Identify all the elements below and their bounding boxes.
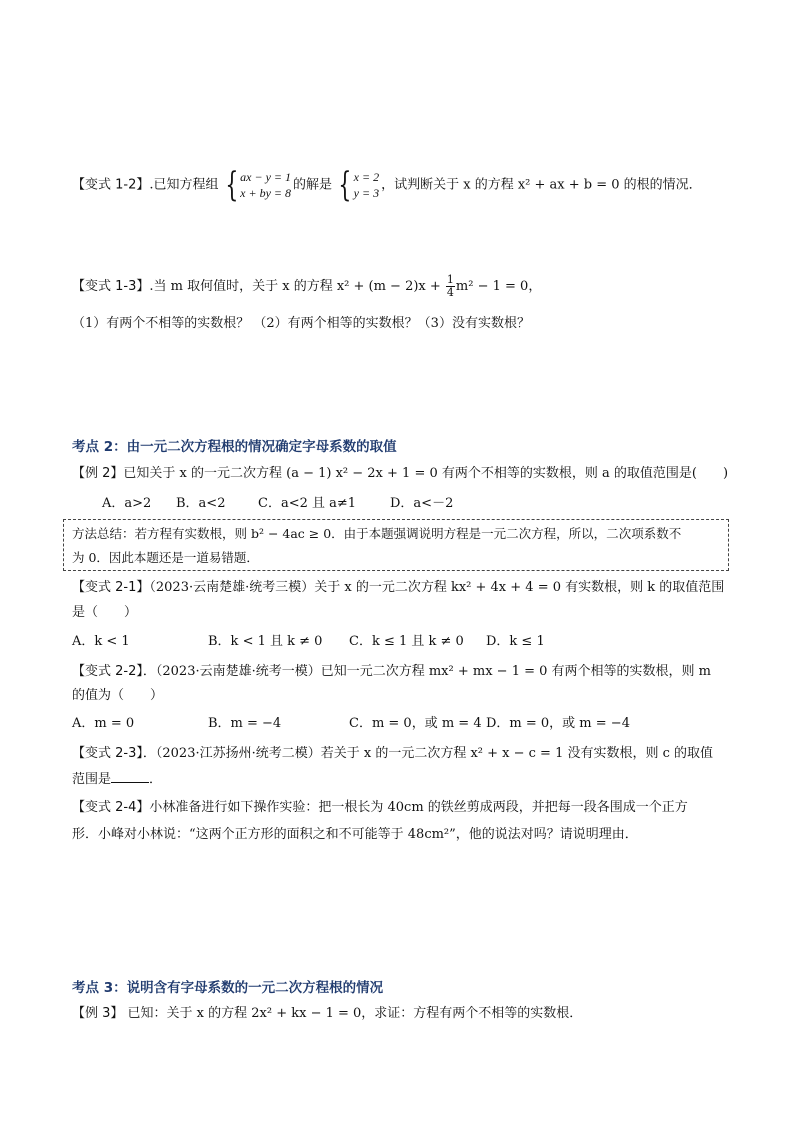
example-3 <box>72 1004 582 1024</box>
variant-2-1 <box>72 578 724 598</box>
variant-2-2 <box>72 662 711 682</box>
equation-system-1 <box>221 165 292 205</box>
system-row: x = 2 <box>353 170 380 184</box>
variant-1-3 <box>72 274 541 299</box>
brace-icon: { <box>338 165 352 205</box>
answer-blank[interactable] <box>111 770 149 783</box>
example-text: 已知：关于 x 的方程 2x² + kx − 1 = 0，求证：方程有两个不相等的实数根． <box>123 1006 583 1021</box>
fraction-denominator: 4 <box>446 286 454 299</box>
variant-text: m² − 1 = 0， <box>455 279 542 294</box>
example-2 <box>72 464 728 484</box>
system-row: ax − y = 1 <box>240 170 292 184</box>
variant-2-3 <box>72 744 713 764</box>
option-c: C．m = 0，或 m = 4 <box>349 716 482 731</box>
option-b: B．k < 1 且 k ≠ 0 <box>208 634 323 649</box>
variant-text: （2023·云南楚雄·统考三模）关于 x 的一元二次方程 kx² + 4x + 4 = 0 有实数根，则 k 的取值范围 <box>149 580 725 595</box>
system-row: x + by = 8 <box>240 186 292 200</box>
variant-tag: 【变式 2-3】 <box>72 746 143 761</box>
variant-2-4 <box>72 798 688 818</box>
brace-icon: { <box>224 165 238 205</box>
fraction-numerator: 1 <box>446 273 454 286</box>
option-b: B．m = −4 <box>208 716 282 731</box>
variant-2-4-line2: 形．小峰对小林说：“这两个正方形的面积之和不可能等于 48cm²”，他的说法对吗？请说明理由． <box>72 827 638 842</box>
variant-text: 小林准备进行如下操作实验：把一根长为 40cm 的铁丝剪成两段，并把每一段各围成一个正方 <box>149 800 688 815</box>
variant-1-3-questions: （1）有两个不相等的实数根？ （2）有两个相等的实数根？（3）没有实数根？ <box>72 316 530 331</box>
option-a: A．m = 0 <box>72 716 135 731</box>
variant-tag: 【变式 2-4】 <box>72 800 150 815</box>
variant-text: 的解是 <box>293 177 333 193</box>
variant-tag: 【变式 1-2】 <box>72 177 150 193</box>
variant-text: ． <box>149 772 163 787</box>
variant-2-1-line2: 是（ ） <box>72 605 138 620</box>
method-line: 方法总结：若方程有实数根，则 b² − 4ac ≥ 0．由于本题强调说明方程是一元二次方程，所以，二次项系数不 <box>72 526 682 541</box>
fraction <box>446 274 455 299</box>
variant-1-2 <box>72 165 702 205</box>
variant-2-3-line2 <box>72 770 162 790</box>
section-heading-3: 考点 3：说明含有字母系数的一元二次方程根的情况 <box>72 980 384 996</box>
variant-tag: 【变式 2-1】 <box>72 580 150 595</box>
example-text: 已知关于 x 的一元二次方程 (a − 1) x² − 2x + 1 = 0 有两个不相等的实数根，则 a 的取值范围是( ) <box>123 466 729 481</box>
example-tag: 【例 3】 <box>72 1006 124 1021</box>
variant-2-2-line2: 的值为（ ） <box>72 688 164 703</box>
method-line: 为 0．因此本题还是一道易错题． <box>72 550 259 565</box>
option-a: A．a>2 <box>102 496 152 511</box>
option-d: D．k ≤ 1 <box>486 634 545 649</box>
option-d: D．m = 0，或 m = −4 <box>486 716 630 731</box>
option-c: C．k ≤ 1 且 k ≠ 0 <box>349 634 464 649</box>
variant-text: ．（2023·江苏扬州·统考二模）若关于 x 的一元二次方程 x² + x − c = 1 没有实数根，则 c 的取值 <box>142 746 714 761</box>
option-c: C．a<2 且 a≠1 <box>258 496 357 511</box>
example-tag: 【例 2】 <box>72 466 124 481</box>
variant-text: 范围是 <box>72 772 112 787</box>
method-summary-box <box>63 519 729 571</box>
option-d: D．a<－2 <box>390 496 454 511</box>
section-heading-2: 考点 2：由一元二次方程根的情况确定字母系数的取值 <box>72 439 397 455</box>
option-a: A．k < 1 <box>72 634 130 649</box>
variant-tag: 【变式 1-3】 <box>72 279 150 294</box>
variant-text: ．（2023·云南楚雄·统考一模）已知一元二次方程 mx² + mx − 1 = 0 有两个相等的实数根，则 m <box>142 664 711 679</box>
equation-system-2 <box>334 165 380 205</box>
option-b: B．a<2 <box>176 496 226 511</box>
system-row: y = 3 <box>353 186 380 200</box>
variant-text: .已知方程组 <box>149 177 219 193</box>
variant-tag: 【变式 2-2】 <box>72 664 143 679</box>
variant-text: ，试判断关于 x 的方程 x² + ax + b = 0 的根的情况． <box>381 177 702 193</box>
variant-text: .当 m 取何值时，关于 x 的方程 x² + (m − 2)x + <box>149 279 445 294</box>
